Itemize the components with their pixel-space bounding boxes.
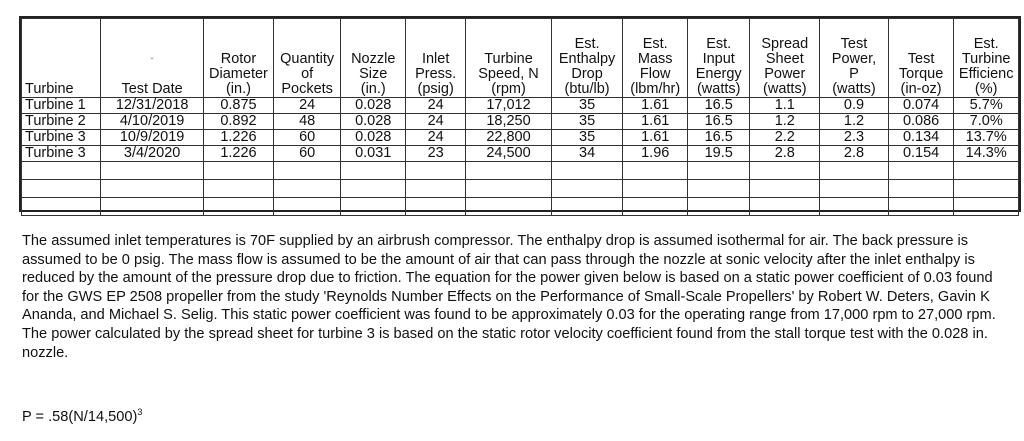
empty-table-cell xyxy=(204,162,274,180)
column-header xyxy=(687,19,749,98)
table-cell: 24 xyxy=(273,98,341,114)
column-header-line: Turbine xyxy=(484,51,533,67)
empty-table-cell xyxy=(273,198,341,216)
table-cell: 1.2 xyxy=(820,114,889,130)
turbine-results-table xyxy=(21,18,1019,216)
column-header-line: Power, xyxy=(831,51,877,67)
cell-cursor-mark: ˇ xyxy=(150,57,154,68)
equation-base: P = .58(N/14,500) xyxy=(22,409,138,425)
empty-table-cell xyxy=(888,180,954,198)
empty-table-cell xyxy=(101,180,204,198)
empty-table-cell xyxy=(341,162,406,180)
column-header xyxy=(623,19,688,98)
column-header-line: (watts) xyxy=(763,81,807,97)
empty-table-cell xyxy=(954,162,1019,180)
table-cell: 1.61 xyxy=(623,130,688,146)
table-cell: 0.031 xyxy=(341,146,406,162)
column-header-line: Sheet xyxy=(765,51,804,67)
empty-table-cell xyxy=(820,180,889,198)
empty-table-cell xyxy=(341,180,406,198)
column-header xyxy=(22,19,101,98)
empty-table-cell xyxy=(466,162,551,180)
empty-table-cell xyxy=(341,198,406,216)
table-cell: 0.134 xyxy=(888,130,954,146)
table-row xyxy=(22,98,1019,114)
table-cell: 4/10/2019 xyxy=(101,114,204,130)
empty-table-row xyxy=(22,162,1019,180)
table-cell: 0.074 xyxy=(888,98,954,114)
empty-table-cell xyxy=(820,198,889,216)
empty-table-cell xyxy=(551,180,623,198)
table-cell: 24 xyxy=(405,98,465,114)
column-header-line: Est. xyxy=(706,36,732,52)
table-cell: 5.7% xyxy=(954,98,1019,114)
table-cell: 23 xyxy=(405,146,465,162)
table-cell: 2.8 xyxy=(750,146,820,162)
column-header-line: (watts) xyxy=(832,81,876,97)
empty-table-cell xyxy=(22,180,101,198)
table-cell: 12/31/2018 xyxy=(101,98,204,114)
table-cell: 0.9 xyxy=(820,98,889,114)
column-header-line: of xyxy=(301,66,314,82)
empty-table-cell xyxy=(204,198,274,216)
empty-table-cell xyxy=(551,162,623,180)
table-cell: 0.892 xyxy=(204,114,274,130)
column-header-line: Test xyxy=(907,51,935,67)
empty-table-cell xyxy=(750,162,820,180)
column-header xyxy=(551,19,623,98)
table-cell: 16.5 xyxy=(687,98,749,114)
column-header xyxy=(466,19,551,98)
table-cell: 22,800 xyxy=(466,130,551,146)
table-row xyxy=(22,114,1019,130)
column-header-line: Mass xyxy=(637,51,673,67)
column-header-line: Est. xyxy=(973,36,999,52)
empty-table-row xyxy=(22,198,1019,216)
column-header-line: (rpm) xyxy=(491,81,526,97)
column-header xyxy=(204,19,274,98)
column-header-line: Rotor xyxy=(220,51,257,67)
table-cell: 35 xyxy=(551,114,623,130)
column-header-line: (%) xyxy=(974,81,998,97)
table-cell: 10/9/2019 xyxy=(101,130,204,146)
column-header-line: Pockets xyxy=(281,81,333,97)
table-cell: 18,250 xyxy=(466,114,551,130)
empty-table-cell xyxy=(204,180,274,198)
table-cell: 2.3 xyxy=(820,130,889,146)
column-header-line: Test xyxy=(840,36,868,52)
power-equation xyxy=(22,407,142,425)
empty-table-cell xyxy=(273,162,341,180)
table-cell: 1.2 xyxy=(750,114,820,130)
column-header-line: Inlet xyxy=(421,51,450,67)
table-cell: 1.226 xyxy=(204,146,274,162)
column-header-line: Quantity xyxy=(280,51,335,67)
table-cell: 3/4/2020 xyxy=(101,146,204,162)
empty-table-cell xyxy=(820,162,889,180)
column-header-line: Drop xyxy=(571,66,603,82)
table-cell: 60 xyxy=(273,130,341,146)
empty-table-cell xyxy=(466,198,551,216)
empty-table-cell xyxy=(405,162,465,180)
results-table-container xyxy=(19,16,1021,212)
table-cell: 0.875 xyxy=(204,98,274,114)
table-cell: 19.5 xyxy=(687,146,749,162)
empty-table-cell xyxy=(623,180,688,198)
column-header-line: Turbine xyxy=(961,51,1011,67)
column-header-line: Nozzle xyxy=(351,51,396,67)
empty-table-cell xyxy=(273,180,341,198)
column-header-line: Test Date xyxy=(121,81,183,97)
empty-table-cell xyxy=(551,198,623,216)
table-cell: 34 xyxy=(551,146,623,162)
empty-table-cell xyxy=(687,198,749,216)
empty-table-cell xyxy=(750,180,820,198)
column-header-line: (watts) xyxy=(696,81,741,97)
table-cell: Turbine 1 xyxy=(22,98,101,114)
table-header xyxy=(22,19,1019,98)
column-header xyxy=(273,19,341,98)
table-cell: 0.028 xyxy=(341,98,406,114)
table-cell: Turbine 2 xyxy=(22,114,101,130)
column-header-line: Flow xyxy=(639,66,671,82)
table-cell: 0.154 xyxy=(888,146,954,162)
empty-table-cell xyxy=(101,198,204,216)
table-cell: 16.5 xyxy=(687,114,749,130)
empty-table-cell xyxy=(623,198,688,216)
column-header-line: Input xyxy=(702,51,735,67)
table-cell: 1.61 xyxy=(623,98,688,114)
table-cell: 2.8 xyxy=(820,146,889,162)
column-header-line: Est. xyxy=(642,36,668,52)
column-header-line: Press. xyxy=(415,66,457,82)
column-header-line: Efficienc xyxy=(958,66,1014,82)
column-header-line: Enthalpy xyxy=(558,51,616,67)
column-header-line: Torque xyxy=(898,66,944,82)
empty-table-cell xyxy=(954,198,1019,216)
empty-table-cell xyxy=(22,162,101,180)
column-header-line: Speed, N xyxy=(478,66,539,82)
column-header-line: Est. xyxy=(574,36,600,52)
table-cell: 7.0% xyxy=(954,114,1019,130)
table-cell: 16.5 xyxy=(687,130,749,146)
column-header-line: (in.) xyxy=(225,81,251,97)
table-cell: 35 xyxy=(551,130,623,146)
table-cell: 0.028 xyxy=(341,130,406,146)
empty-table-cell xyxy=(405,198,465,216)
column-header xyxy=(101,19,204,98)
table-cell: 2.2 xyxy=(750,130,820,146)
table-body xyxy=(22,98,1019,216)
table-cell: 24,500 xyxy=(466,146,551,162)
column-header-line: Size xyxy=(359,66,388,82)
column-header xyxy=(750,19,820,98)
empty-table-cell xyxy=(466,180,551,198)
table-row xyxy=(22,146,1019,162)
table-cell: 14.3% xyxy=(954,146,1019,162)
empty-table-cell xyxy=(750,198,820,216)
column-header xyxy=(341,19,406,98)
table-cell: Turbine 3 xyxy=(22,146,101,162)
table-row xyxy=(22,130,1019,146)
column-header xyxy=(888,19,954,98)
column-header-line: (btu/lb) xyxy=(564,81,610,97)
column-header-line: (psig) xyxy=(417,81,454,97)
table-cell: 1.96 xyxy=(623,146,688,162)
empty-table-cell xyxy=(101,162,204,180)
equation-exponent: 3 xyxy=(137,407,143,417)
table-cell: 24 xyxy=(405,130,465,146)
empty-table-cell xyxy=(954,180,1019,198)
column-header-line: Power xyxy=(764,66,806,82)
column-header-line: P xyxy=(849,66,859,82)
empty-table-cell xyxy=(687,162,749,180)
empty-table-cell xyxy=(888,198,954,216)
empty-table-cell xyxy=(687,180,749,198)
table-cell: 13.7% xyxy=(954,130,1019,146)
table-cell: 1.226 xyxy=(204,130,274,146)
empty-table-cell xyxy=(405,180,465,198)
column-header-line: (in-oz) xyxy=(900,81,942,97)
column-header-line: (in.) xyxy=(360,81,386,97)
header-row xyxy=(22,19,1019,98)
empty-table-row xyxy=(22,180,1019,198)
table-cell: 24 xyxy=(405,114,465,130)
table-cell: 0.086 xyxy=(888,114,954,130)
table-cell: 48 xyxy=(273,114,341,130)
column-header-line: Energy xyxy=(695,66,742,82)
column-header xyxy=(820,19,889,98)
table-cell: 35 xyxy=(551,98,623,114)
empty-table-cell xyxy=(623,162,688,180)
table-cell: 0.028 xyxy=(341,114,406,130)
notes-paragraph: The assumed inlet temperatures is 70F supplied by an airbrush compressor. The enthalpy drop is assumed isothermal for air. The back pressure is assumed to be 0 psig. The mass flow is assumed to be the amount of air that can pass through the nozzle at sonic velocity after the inlet enthalpy is reduced by the amount of the pressure drop due to friction. The equation for the power given below is based on a static power coefficient of 0.03 found for the GWS EP 2508 propeller from the study 'Reynolds Number Effects on the Performance of Small-Scale Propellers' by Robert W. Deters, Gavin K Ananda, and Michael S. Selig. This static power coefficient was found to be approximately 0.03 for the operating range from 17,000 rpm to 27,000 rpm. The power calculated by the spread sheet for turbine 3 is based on the static rotor velocity coefficient found from the stall torque test with the 0.028 in. nozzle. xyxy=(22,233,996,361)
table-cell: Turbine 3 xyxy=(22,130,101,146)
empty-table-cell xyxy=(888,162,954,180)
column-header-line: Turbine xyxy=(25,81,74,97)
column-header xyxy=(954,19,1019,98)
column-header-line: (lbm/hr) xyxy=(630,81,681,97)
column-header-line: Spread xyxy=(761,36,809,52)
empty-table-cell xyxy=(22,198,101,216)
column-header xyxy=(405,19,465,98)
table-cell: 60 xyxy=(273,146,341,162)
column-header-line: Diameter xyxy=(209,66,268,82)
table-cell: 1.1 xyxy=(750,98,820,114)
table-cell: 1.61 xyxy=(623,114,688,130)
table-cell: 17,012 xyxy=(466,98,551,114)
